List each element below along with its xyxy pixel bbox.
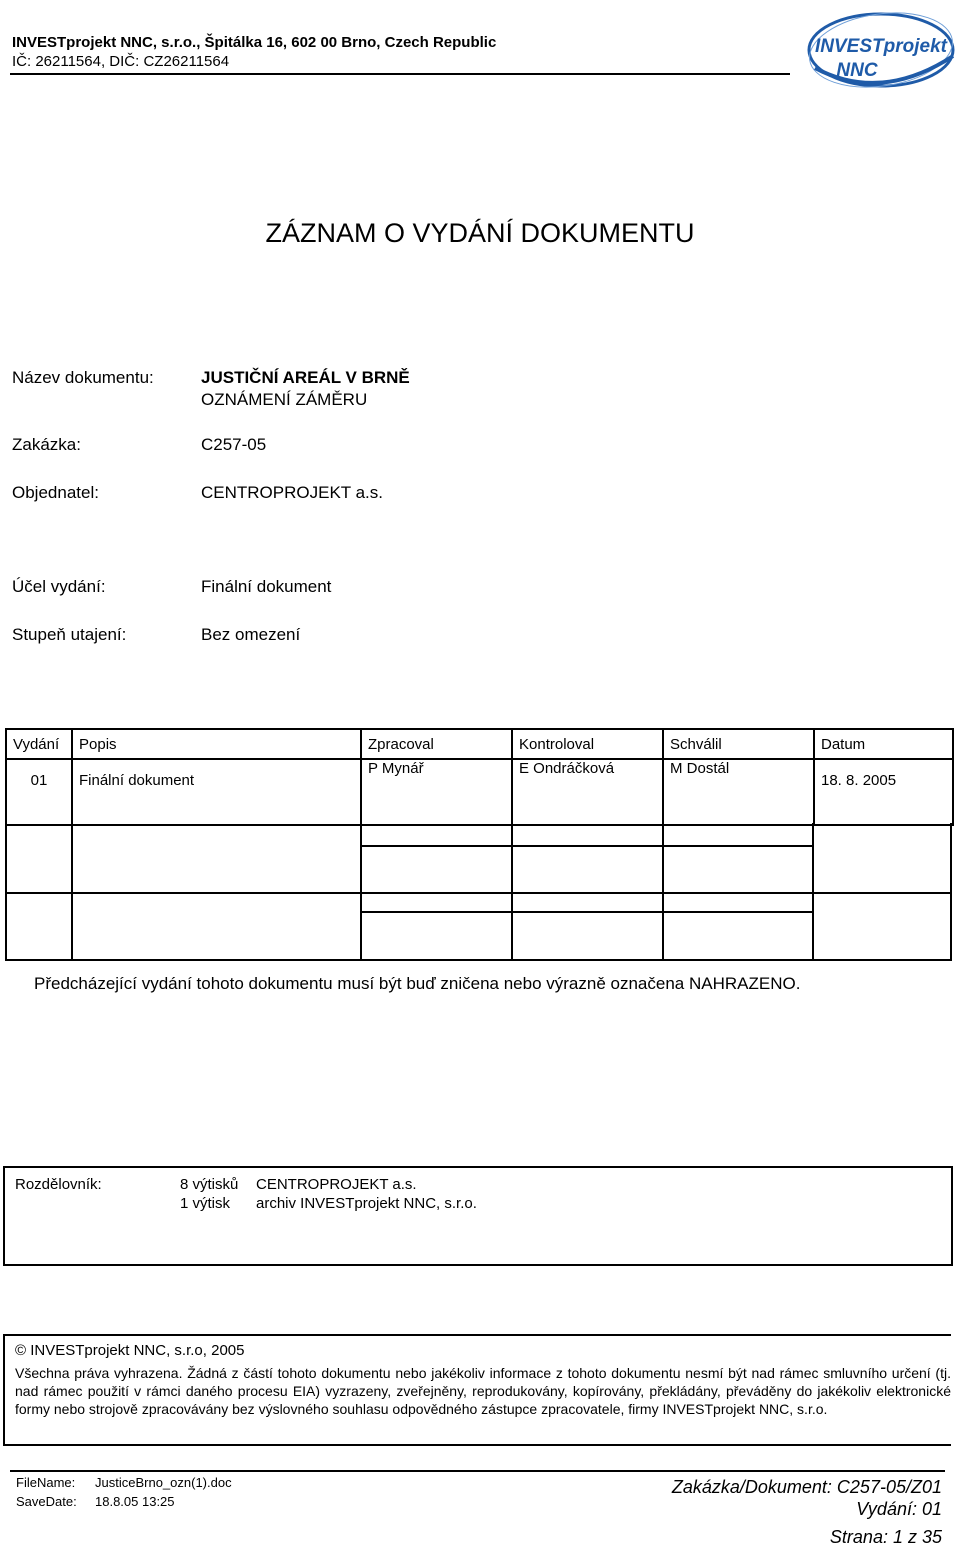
- purpose-label: Účel vydání:: [12, 577, 106, 596]
- order-label: Zakázka:: [12, 435, 81, 454]
- issue-cell: 01: [6, 759, 72, 825]
- checked-cell: E Ondráčková: [512, 759, 663, 825]
- savedate-label: SaveDate:: [16, 1494, 77, 1509]
- copyright-heading: © INVESTprojekt NNC, s.r.o, 2005: [15, 1342, 245, 1359]
- distribution-count: 8 výtisků: [180, 1176, 239, 1193]
- doc-name-label: Název dokumentu:: [12, 368, 154, 387]
- company-address: INVESTprojekt NNC, s.r.o., Špitálka 16, 602 00 Brno, Czech Republic: [12, 34, 497, 51]
- doc-name-line1: JUSTIČNÍ AREÁL V BRNĚ: [201, 368, 410, 387]
- filename-value: JusticeBrno_ozn(1).doc: [95, 1475, 232, 1490]
- purpose-value: Finální dokument: [201, 577, 332, 596]
- header-cell: Kontroloval: [512, 729, 663, 759]
- savedate-value: 18.8.05 13:25: [95, 1494, 175, 1509]
- logo-text-nnc: NNC: [836, 60, 878, 81]
- filename-label: FileName:: [16, 1475, 76, 1490]
- header-cell: Schválil: [663, 729, 814, 759]
- date-cell: 18. 8. 2005: [814, 759, 953, 825]
- secrecy-label: Stupeň utajení:: [12, 625, 127, 644]
- secrecy-value: Bez omezení: [201, 625, 301, 644]
- distribution-recipient: CENTROPROJEKT a.s.: [256, 1176, 417, 1193]
- page-number: Strana: 1 z 35: [829, 1527, 942, 1547]
- order-value: C257-05: [201, 435, 267, 454]
- approved-cell: M Dostál: [663, 759, 814, 825]
- header-cell: Zpracoval: [361, 729, 512, 759]
- doc-name-line2: OZNÁMENÍ ZÁMĚRU: [201, 390, 368, 409]
- prepared-cell: P Mynář: [361, 759, 512, 825]
- client-label: Objednatel:: [12, 483, 99, 502]
- logo-text-main: INVESTprojekt: [815, 36, 947, 57]
- table-row: [6, 759, 953, 825]
- header-cell: Vydání: [6, 729, 72, 759]
- distribution-recipient: archiv INVESTprojekt NNC, s.r.o.: [256, 1195, 477, 1212]
- issue-ref: Vydání: 01: [856, 1499, 942, 1519]
- company-logo: [805, 8, 957, 90]
- revision-table: [5, 728, 954, 826]
- client-value: CENTROPROJEKT a.s.: [201, 483, 383, 502]
- company-ids: IČ: 26211564, DIČ: CZ26211564: [12, 53, 230, 70]
- distribution-box: [3, 1166, 953, 1266]
- description-cell: Finální dokument: [72, 759, 361, 825]
- copyright-box: [3, 1334, 951, 1446]
- revision-table-header: [6, 729, 953, 759]
- footer-divider: [10, 1470, 945, 1472]
- copyright-text: Všechna práva vyhrazena. Žádná z částí tohoto dokumentu nebo jakékoliv informace z tohoto dokumentu nesmí být nad rámec smluvního určení (tj. nad rámec použití v rámci daného procesu EIA) vyzrazeny, zveřejněny, reprodukovány, kopírovány, překládány, převáděny do jakékoliv elektronické formy nebo strojově zpracovávány bez výslovného souhlasu odpovědného zástupce zpracovatele, firmy INVESTprojekt NNC, s.r.o.: [15, 1365, 951, 1417]
- order-document-ref: Zakázka/Dokument: C257-05/Z01: [671, 1477, 942, 1497]
- page-title: ZÁZNAM O VYDÁNÍ DOKUMENTU: [265, 218, 695, 248]
- header-cell: Popis: [72, 729, 361, 759]
- header-cell: Datum: [814, 729, 953, 759]
- distribution-label: Rozdělovník:: [15, 1176, 102, 1193]
- supersede-notice: Předcházející vydání tohoto dokumentu musí být buď zničena nebo výrazně označena NAHRAZENO.: [34, 974, 801, 993]
- distribution-count: 1 výtisk: [180, 1195, 231, 1212]
- header-divider: [10, 73, 790, 75]
